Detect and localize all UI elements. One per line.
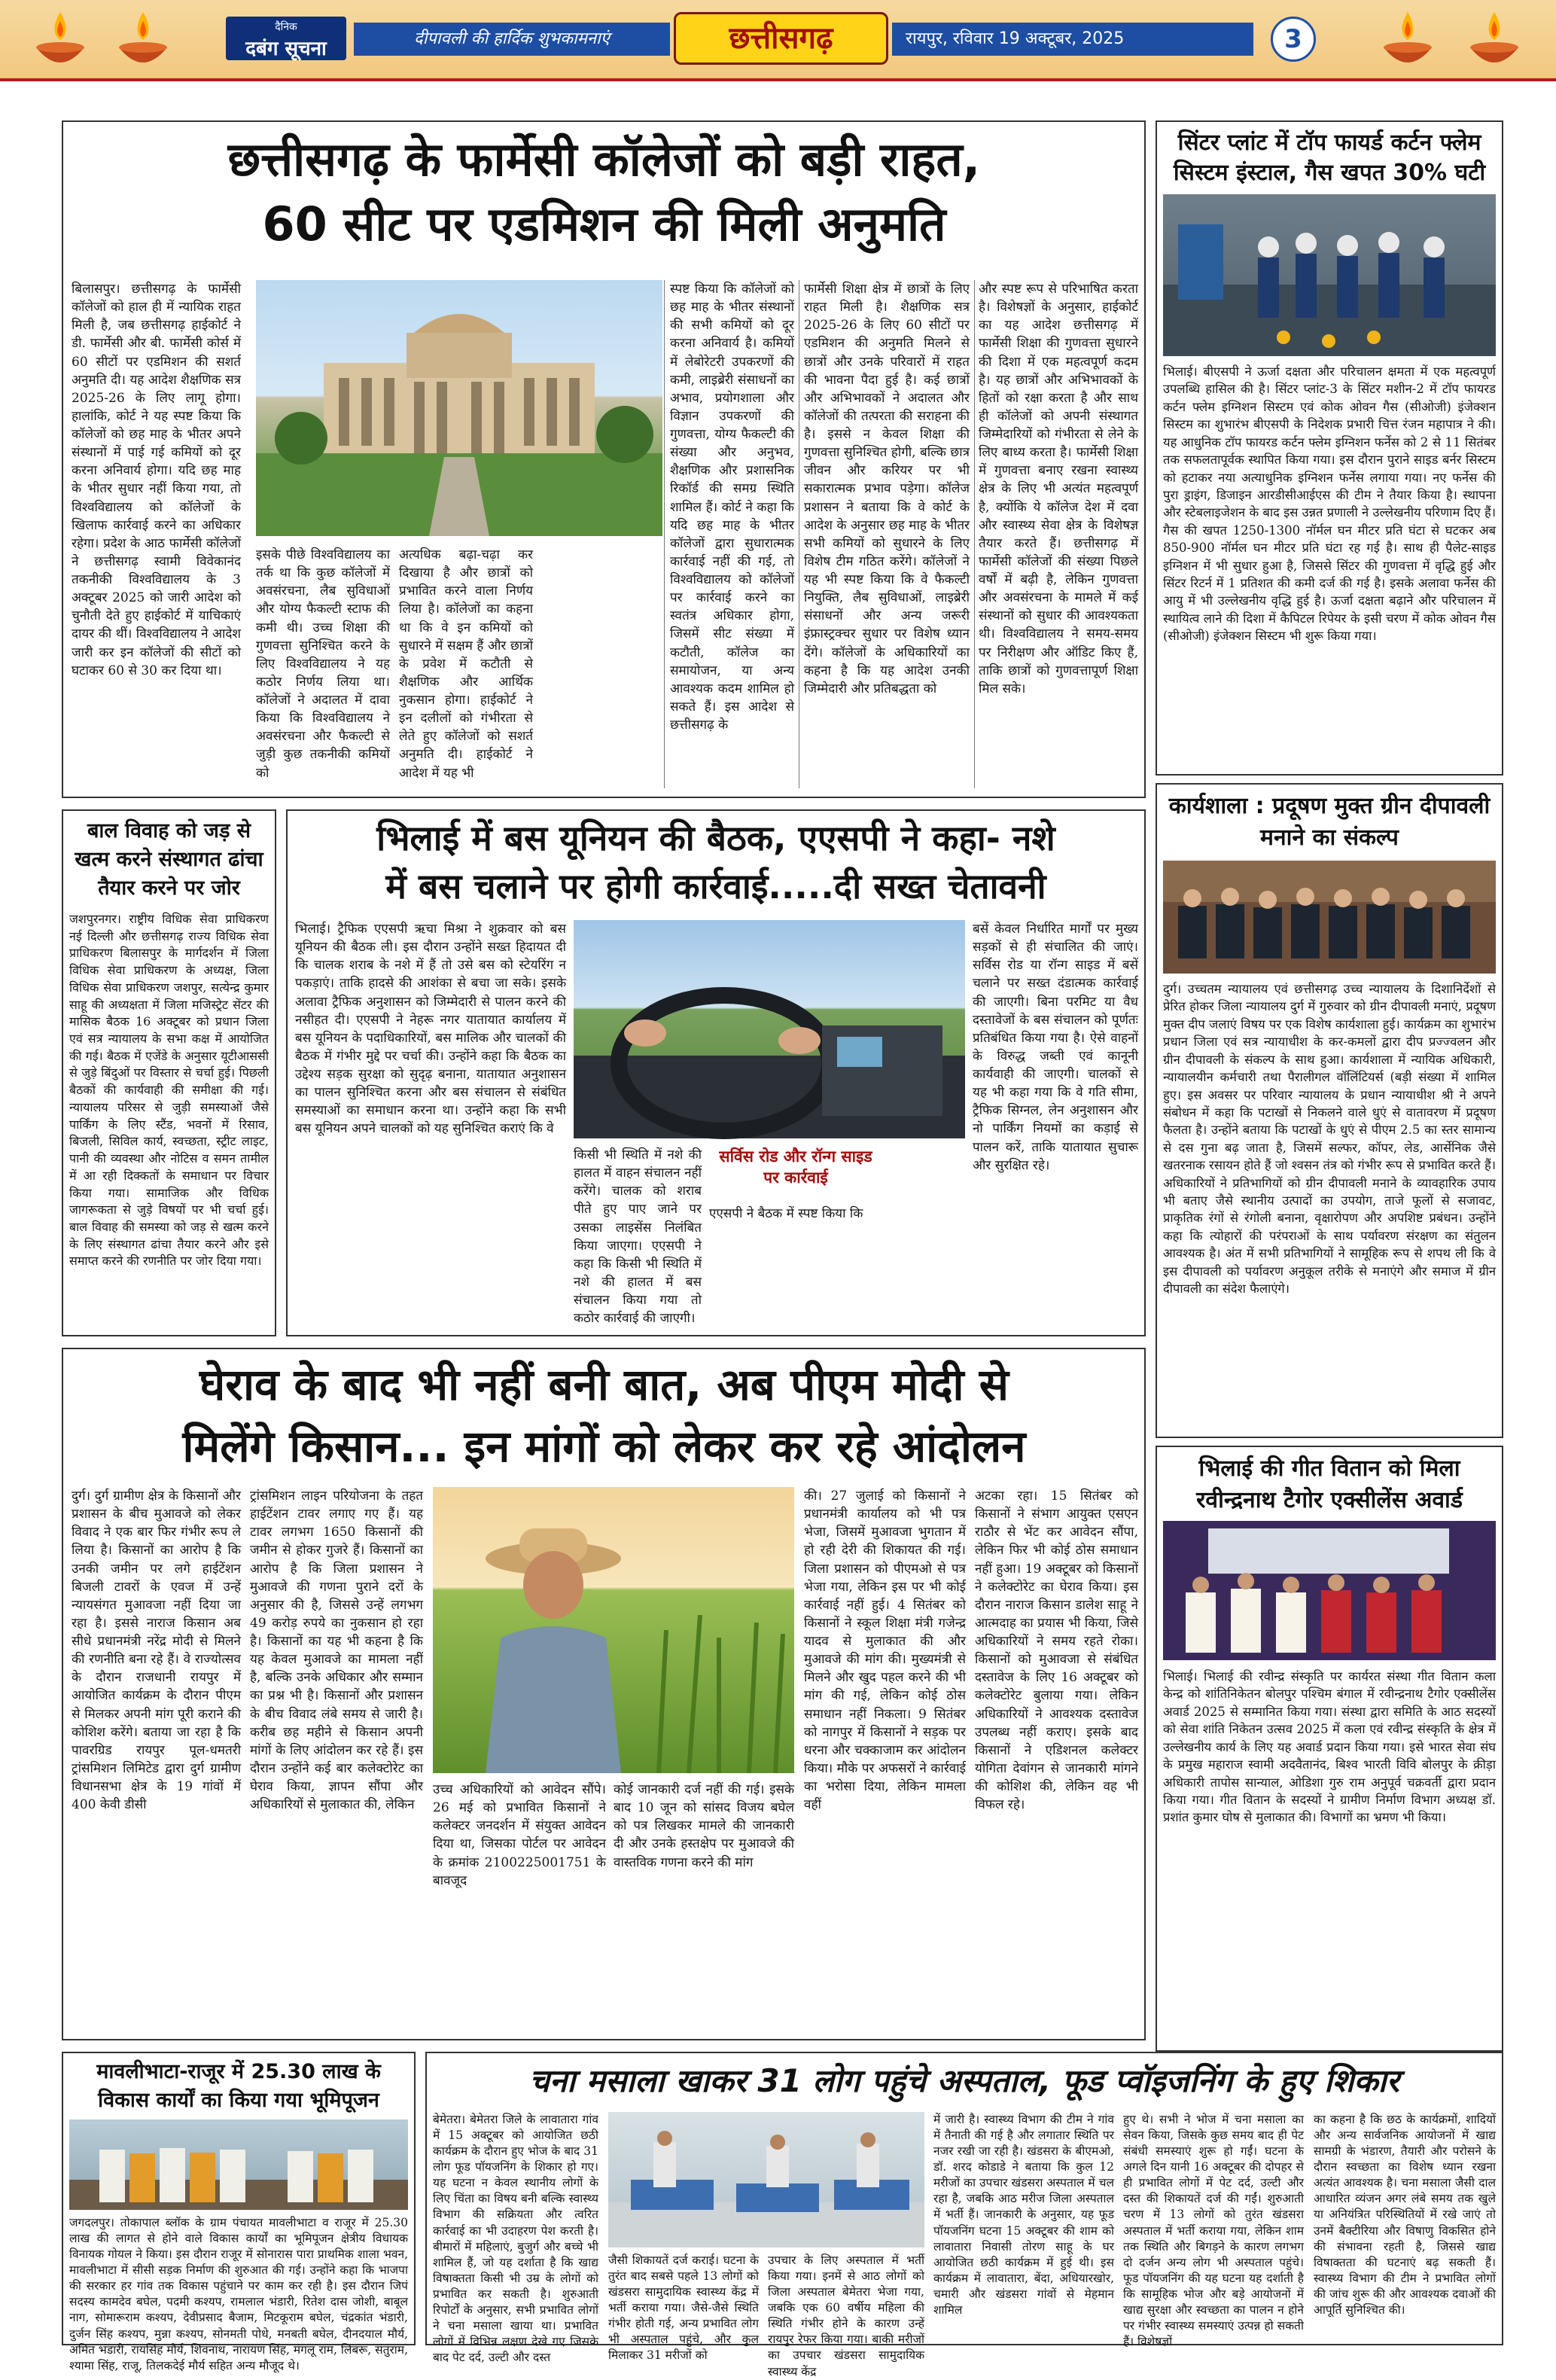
pharmacy-col-2: इसके पीछे विश्वविद्यालय का तर्क था कि कुछ कॉलेजों में अवसंरचना, लैब सुविधाओं और योग्य फैकल्टी स्टाफ की कमी थी। उच्च शिक्षा की गुणवत्ता सुनिश्चित करने के लिए विश्वविद्यालय ने यह कठोर निर्णय लिया था। कॉलेजों ने अदालत में दावा किया कि विश्वविद्यालय ने अवसंरचना और फैकल्टी से जुड़ी कुछ तकनीकी कमियों को xyxy=(256,547,390,781)
section-tag[interactable]: छत्तीसगढ़ xyxy=(674,12,888,65)
farmer-photo xyxy=(433,1487,794,1773)
headline-flame: सिंटर प्लांट में टॉप फायर्ड कर्टन फ्लेम सिस्टम इंस्टाल, गैस खपत 30% घटी xyxy=(1173,130,1486,186)
pharmacy-col-1: बिलासपुर। छत्तीसगढ़ के फार्मेसी कॉलेजों को हाल ही में न्यायिक राहत मिली है, जब छत्तीसगढ़ हाईकोर्ट ने डी. फार्मेसी और बी. फार्मेसी कोर्स में 60 सीटों पर एडमिशन की सशर्त अनुमति दी। यह आदेश शैक्षणिक सत्र 2025-26 के लिए लागू होगा। हालांकि, कोर्ट ने यह स्पष्ट किया कि कॉलेजों को छह माह के भीतर अपने संस्थानों में पाई गई कमियों को दूर करना अनिवार्य होगा। यदि छह माह के भीतर सुधार नहीं किया गया, तो विश्वविद्यालय को कॉलेजों के खिलाफ कार्रवाई करने का अधिकार रहेगा। प्रदेश के आठ फार्मेसी कॉलेजों ने छत्तीसगढ़ स्वामी विवेकानंद तकनीकी विश्वविद्यालय के 3 अक्टूबर 2025 को जारी आदेश को चुनौती देते हुए हाईकोर्ट में याचिकाएं दायर की थीं। विश्वविद्यालय ने आदेश जारी कर इन कॉलेजों की सीटों को घटाकर 60 से 30 कर दिया था। xyxy=(72,282,241,678)
food-col-3: उपचार के लिए अस्पताल में भर्ती किया गया। इनमें से आठ लोगों को जिला अस्पताल बेमेतरा भेजा गया, जबकि एक 60 वर्षीय महिला की स्थिति गंभीर होने के कारण उन्हें रायपुर रेफर किया गया। बाकी मरीजों का उपचार खंडसरा सामुदायिक स्वास्थ्य केंद्र xyxy=(768,2254,924,2378)
greeting-bar: दीपावली की हार्दिक शुभकामनाएं xyxy=(354,23,670,56)
farmers-col-3: उच्च अधिकारियों को आवेदन सौंपे। 26 मई को प्रभावित किसानों ने कलेक्टर जनदर्शन में संयुक्त आवेदन दिया था, जिसका पोर्टल पर आवेदन के क्रमांक 2100225001751 के बावजूद xyxy=(433,1782,606,1888)
headline-bhoomi: मावलीभाटा-राजूर में 25.30 लाख के विकास कार्यों का किया गया भूमिपूजन xyxy=(96,2060,381,2112)
workshop-body: दुर्ग। उच्चतम न्यायालय एवं छत्तीसगढ़ उच्च न्यायालय के दिशानिर्देशों से प्रेरित होकर जिला न्यायालय दुर्ग में गुरुवार को ग्रीन दीपावली मनाएं, प्रदूषण मुक्त दीप जलाएं विषय पर एक विशेष कार्यशाला हुई। कार्यक्रम का शुभारंभ प्रधान जिला एवं सत्र न्यायाधीश के कर-कमलों द्वारा दीप प्रज्ज्वलन और ग्रीन दीपावली के संकल्प के साथ हुआ। कार्यशाला में न्यायिक अधिकारी, न्यायालयीन कर्मचारी तथा पैरालीगल वॉलिंटियर्स (बड़ी संख्या में शामिल हुए। इस अवसर पर परिवार न्यायालय के प्रधान न्यायाधीश श्री ने अपने संबोधन में कहा कि पटाखों से निकलने वाले धुएं से वातावरण में प्रदूषण फैलता है। उन्होंने बताया कि पटाखों के धुएं से पीएम 2.5 का स्तर सामान्य से दस गुना बढ़ जाता है, जिसमें सल्फर, कॉपर, लेड, आर्सेनिक जैसे खतरनाक रसायन होते हैं जो श्वसन तंत्र को गंभीर रूप से प्रभावित करते हैं। अधिकारियों ने प्रतिभागियों को ग्रीन दीपावली मनाने के व्यावहारिक उपाय भी बताए जैसे स्थानीय उत्पादों का उपयोग, ताजे फूलों से सजावट, प्राकृतिक रंगों से रंगोली बनाना, वृक्षारोपण और अपशिष्ट प्रबंधन। उन्होंने कहा कि त्योहारों की परंपराओं के साथ पर्यावरण संरक्षण का संतुलन आवश्यक है। अंत में सभी प्रतिभागियों ने सामूहिक रूप से शपथ ली कि वे इस दीपावली को पर्यावरण अनुकूल तरीके से मनाएंगे और समाज में ग्रीन दीपावली का संदेश फैलाएंगे। xyxy=(1163,982,1496,1297)
farmers-col-1: दुर्ग। दुर्ग ग्रामीण क्षेत्र के किसानों और प्रशासन के बीच मुआवजे को लेकर विवाद ने एक बार फिर गंभीर रूप ले लिया है। किसानों का आरोप है कि उनकी जमीन पर लगे हाईटेंशन बिजली टावरों के एवज में उन्हें न्यायसंगत मुआवजा नहीं दिया जा रहा है। इससे नाराज किसान अब सीधे प्रधानमंत्री नरेंद्र मोदी से मिलने की रणनीति बना रहे हैं। वे राज्योत्सव के दौरान राजधानी रायपुर में आयोजित कार्यक्रम के दौरान पीएम से मिलकर अपनी मांग पूरी कराने की कोशिश करेंगे। बताया जा रहा है कि पावरग्रिड रायपुर पूल-धमतरी ट्रांसमिशन लिमिटेड द्वारा दुर्ग ग्रामीण विधानसभा क्षेत्र के 19 गांवों में 400 केवी डीसी xyxy=(72,1489,241,1813)
bhoomi-photo xyxy=(69,2119,408,2210)
column-rule xyxy=(664,280,665,788)
headline-farmers-2: मिलेंगे किसान... इन मांगों को लेकर कर रहे आंदोलन xyxy=(182,1421,1026,1472)
diya-lamp-icon xyxy=(1464,6,1524,74)
food-col-2: जैसी शिकायतें दर्ज कराई। घटना के तुरंत बाद सबसे पहले 13 लोगों को खंडसरा सामुदायिक स्वास्थ्य केंद्र में भर्ती कराया गया। जैसे-जैसे स्थिति गंभीर होती गई, अन्य प्रभावित लोग भी अस्पताल पहुंचे, और कुल मिलाकर 31 मरीजों को xyxy=(608,2254,759,2363)
page-number: 3 xyxy=(1271,17,1316,62)
bus-driver-photo xyxy=(574,920,965,1138)
headline-bus-1: भिलाई में बस यूनियन की बैठक, एएसपी ने कहा- नशे xyxy=(376,818,1055,858)
bus-col-3: बसें केवल निर्धारित मार्गों पर मुख्य सड़कों से ही संचालित की जाएं। सर्विस रोड या रॉन्ग साइड में बसें चलाने पर सख्त दंडात्मक कार्रवाई की जाएगी। बिना परमिट या वैध दस्तावेजों के बस संचालन को पूर्णतः प्रतिबंधित किया गया है। ऐसे वाहनों के विरुद्ध जब्ती एवं कानूनी कार्यवाही की जाएगी। चालकों से यह भी कहा गया कि वे गति सीमा, ट्रैफिक सिग्नल, लेन अनुशासन और नो पार्किंग नियमों का कड़ाई से पालन करें, ताकि यातायात सुचारू और सुरक्षित रहे। xyxy=(973,922,1138,1173)
plant-photo xyxy=(1163,194,1496,356)
bus-subhead: सर्विस रोड और रॉन्ग साइड पर कार्रवाई xyxy=(719,1147,872,1187)
high-court-photo xyxy=(256,280,662,536)
pharmacy-col-5: फार्मेसी शिक्षा क्षेत्र में छात्रों के लिए राहत मिली है। शैक्षणिक सत्र 2025-26 के लिए 60 सीटों पर एडमिशन की अनुमति मिलने से छात्रों और उनके परिवारों में राहत की भावना पैदा हुई है। कई छात्रों और अभिभावकों ने अदालत और कॉलेजों की तत्परता की सराहना की है। इससे न केवल शिक्षा की गुणवत्ता सुनिश्चित होगी, बल्कि छात्र जीवन और करियर पर भी सकारात्मक प्रभाव पड़ेगा। कॉलेज प्रशासन ने बताया कि वे कोर्ट के आदेश के अनुसार छह माह के भीतर सभी कमियों को सुधारने के लिए विशेष टीम गठित करेंगे। कॉलेजों ने यह भी स्पष्ट किया कि वे फैकल्टी नियुक्ति, लैब सुविधाओं, लाइब्रेरी संसाधनों और अन्य जरूरी इंफ्रास्ट्रक्चर सुधार पर विशेष ध्यान देंगे। कॉलेजों के अधिकारियों का कहना है कि यह आदेश उनकी जिम्मेदारी और प्रतिबद्धता को xyxy=(804,282,970,696)
farmers-col-5: की। 27 जुलाई को किसानों ने प्रधानमंत्री कार्यालय को भी पत्र भेजा, जिसमें मुआवजा भुगतान में हो रही देरी की शिकायत की गई। जिला प्रशासन को पीएमओ से पत्र भेजा गया, लेकिन इस पर भी कोई कार्रवाई नहीं हुई। 4 सितंबर को किसानों ने स्कूल शिक्षा मंत्री गजेन्द्र यादव से मुलाकात की और मुआवजे की मांग की। मुख्यमंत्री से मिलने और खुद पहल करने की भी मांग की गई, लेकिन कोई ठोस समाधान नहीं निकला। 9 सितंबर को नागपुर में किसानों ने सड़क पर धरना और चक्काजाम कर आंदोलन किया। मौके पर अफसरों ने कार्रवाई का भरोसा दिया, लेकिन मामला वहीं xyxy=(804,1489,966,1813)
headline-farmers-1: घेराव के बाद भी नहीं बनी बात, अब पीएम मोदी से xyxy=(199,1359,1009,1410)
pharmacy-col-4: स्पष्ट किया कि कॉलेजों को छह माह के भीतर संस्थानों की सभी कमियों को दूर करना अनिवार्य है। कमियों में लेबोरेटरी उपकरणों की कमी, लाइब्रेरी संसाधनों का अभाव, प्रयोगशाला और विज्ञान उपकरणों की गुणवत्ता, योग्य फैकल्टी की संख्या और अनुभव, शैक्षणिक और प्रशासनिक रिकॉर्ड की समग्र स्थिति शामिल हैं। कोर्ट ने कहा कि यदि छह माह के भीतर कॉलेजों द्वारा सुधारात्मक कार्रवाई नहीं की गई, तो विश्वविद्यालय को कॉलेजों पर कार्रवाई करने का स्वतंत्र अधिकार होगा, जिसमें सीट संख्या में कटौती, कॉलेज का समायोजन, या अन्य आवश्यक कदम शामिल हो सकते हैं। इस आदेश से छत्तीसगढ़ के xyxy=(670,282,794,733)
headline-workshop: कार्यशाला : प्रदूषण मुक्त ग्रीन दीपावली मनाने का संकल्प xyxy=(1168,793,1491,851)
diya-lamp-icon xyxy=(30,6,90,74)
diya-lamp-icon xyxy=(1378,6,1438,74)
dateline: रायपुर, रविवार 19 अक्टूबर, 2025 xyxy=(892,23,1253,56)
farmers-col-6: अटका रहा। 15 सितंबर को किसानों ने संभाग आयुक्त एसएन राठौर से भेंट कर आवेदन सौंपा, लेकिन फिर भी कोई ठोस समाधान नहीं हुआ। 19 अक्टूबर को किसानों ने कलेक्टोरेट का घेराव किया। इस दौरान नाराज किसान डालेश साहू ने आत्मदाह का प्रयास भी किया, जिसे अधिकारियों ने समय रहते रोका। किसानों को मुआवजा से संबंधित दस्तावेज के लिए 16 अक्टूबर को कलेक्टोरेट बुलाया गया। लेकिन अधिकारियों ने आवश्यक दस्तावेज उपलब्ध नहीं कराए। इसके बाद किसानों ने एडिशनल कलेक्टर योगिता देवांगन से जानकारी मांगने की कोशिश की, लेकिन वह भी विफल रहे। xyxy=(975,1489,1138,1813)
headline-award: भिलाई की गीत वितान को मिला रवीन्द्रनाथ टैगोर एक्सीलेंस अवार्ड xyxy=(1196,1455,1463,1513)
food-col-5: हुए थे। सभी ने भोज में चना मसाला का सेवन किया, जिसके कुछ समय बाद ही पेट संबंधी समस्याएं शुरू हो गईं। घटना के अगले दिन यानी 16 अक्टूबर की दोपहर से ही प्रभावित लोगों में पेट दर्द, उल्टी और दस्त की शिकायतें दर्ज की गईं। शुरुआती चरण में 13 लोगों को तुरंत खंडसरा अस्पताल में भर्ती कराया गया, लेकिन शाम तक स्थिति और बिगड़ने के कारण लगभग दो दर्जन अन्य लोग भी अस्पताल पहुंचे। फूड पॉयजनिंग की यह घटना यह दर्शाती है कि सामूहिक भोज और बड़े आयोजनों में खाद्य सुरक्षा और स्वच्छता का पालन न होने पर गंभीर स्वास्थ्य समस्याएं उत्पन्न हो सकती हैं। विशेषज्ञों xyxy=(1123,2113,1304,2349)
bus-after-caption: एएसपी ने बैठक में स्पष्ट किया कि xyxy=(709,1206,863,1221)
award-photo xyxy=(1163,1521,1496,1660)
diya-lamp-icon xyxy=(113,6,173,74)
award-body: भिलाई। भिलाई की रवीन्द्र संस्कृति पर कार्यरत संस्था गीत वितान कला केन्द्र को शांतिनिकेतन बोलपुर पश्चिम बंगाल में रवीन्द्रनाथ टैगोर एक्सीलेंस अवार्ड 2025 से सम्मानित किया गया। संस्था द्वारा समिति के आठ सदस्यों को सेवा शांति निकेतन उत्सव 2025 में कला एवं रवीन्द्र संस्कृति के क्षेत्र में उल्लेखनीय कार्य के लिए यह अवार्ड प्रदान किया गया। इसे भारत सेवा संघ के प्रमुख महाराज स्वामी अदवैतानंद, बिश्व भारती विवि बोलपुर के क्रीड़ा अधिकारी तापोस सान्याल, ओडिशा गुरु राम अनुपूर्व चक्रवर्ती द्वारा प्रदान किया गया। गीत वितान के सदस्यों ने ग्रामीण निर्माण विभाग अध्यक्ष डॉ. प्रशांत कुमार घोष से मुलाकात की। विभागों का भ्रमण भी किया। xyxy=(1163,1669,1496,1825)
brand-small: दैनिक xyxy=(275,21,297,33)
masthead xyxy=(0,0,1556,81)
child-marriage-body: जशपुरनगर। राष्ट्रीय विधिक सेवा प्राधिकरण नई दिल्ली और छत्तीसगढ़ राज्य विधिक सेवा प्राधिकरण बिलासपुर के मार्गदर्शन में जिला विधिक सेवा प्राधिकरण के अध्यक्ष, जिला विधिक सेवा प्राधिकरण जशपुर, सत्येन्द्र कुमार साहू की अध्यक्षता में जिला मजिस्ट्रेट सेंटर की मासिक बैठक 16 अक्टूबर को प्रधान जिला एवं सत्र न्यायालय के सभा कक्ष में आयोजित की गई। बैठक में एजेंडे के अनुसार यूटीआससी से जुड़े बिंदुओं पर विस्तार से चर्चा हुई। पिछली बैठकों की कार्यवाही की समीक्षा की गई। न्यायालय परिसर से जुड़ी समस्याओं जैसे पार्किंग के लिए स्टैंड, भवनों में रिसाव, बिजली, सिविल कार्य, स्वच्छता, स्ट्रीट लाइट, पानी की व्यवस्था और नोटिस व समन तामील में आ रही दिक्कतों के समाधान पर विचार किया गया। सामाजिक और विधिक जागरूकता से जुड़े विषयों पर भी चर्चा हुई। बाल विवाह की समस्या को जड़ से खत्म करने के लिए संस्थागत ढांचा तैयार करने और इसे समाप्त करने की रणनीति पर जोर दिया गया। xyxy=(69,912,269,1269)
headline-bus-2: में बस चलाने पर होगी कार्रवाई.....दी सख्त चेतावनी xyxy=(385,866,1046,907)
bus-col-1: भिलाई। ट्रैफिक एएसपी ऋचा मिश्रा ने शुक्रवार को बस यूनियन की बैठक ली। इस दौरान उन्होंने सख्त हिदायत दी कि चालक शराब के नशे में हैं तो उसे बस को स्टेयरिंग न पकड़ाएं। ताकि हादसे की आशंका से बचा जा सके। इसके अलावा ट्रैफिक अनुशासन को जिम्मेदारी से पालन करने की नसीहत दी। एएसपी ने नेहरू नगर यातायात कार्यालय में बस यूनियन के पदाधिकारियों, बस मालिक और चालकों की बैठक में गंभीर मुद्दे पर चर्चा की। उन्होंने कहा कि बैठक का उद्देश्य सड़क सुरक्षा को सुदृढ़ बनाना, यातायात अनुशासन का पालन सुनिश्चित करना और बस संचालन से संबंधित समस्याओं का समाधान करना था। उन्होंने कहा कि सभी बस यूनियन अपने चालकों को यह सुनिश्चित कराएं कि वे xyxy=(295,922,566,1137)
headline-food: चना मसाला खाकर 31 लोग पहुंचे अस्पताल, फूड प्वॉइजनिंग के हुए शिकार xyxy=(529,2062,1399,2099)
food-col-1: बेमेतरा। बेमेतरा जिले के लावातारा गांव में 15 अक्टूबर को आयोजित छठी कार्यक्रम के दौरान हुए भोज के बाद 31 लोग फूड पॉयजनिंग के शिकार हो गए। यह घटना न केवल स्थानीय लोगों के लिए चिंता का विषय बनी बल्कि स्वास्थ्य विभाग की सक्रियता और त्वरित कार्रवाई का भी उदाहरण पेश करती है। बीमारों में महिलाएं, बुजुर्ग और बच्चे भी शामिल हैं, जो यह दर्शाता है कि खाद्य विषाक्तता किसी भी उम्र के लोगों को प्रभावित कर सकती है। शुरुआती रिपोर्टों के अनुसार, सभी प्रभावित लोगों ने चना मसाला खाया था। प्रभावित लोगों में विभिन्न लक्षण देखे गए जिसके बाद पेट दर्द, उल्टी और दस्त xyxy=(433,2113,598,2365)
headline-child-marriage: बाल विवाह को जड़ से खत्म करने संस्थागत ढांचा तैयार करने पर जोर xyxy=(75,819,263,900)
food-col-4: में जारी है। स्वास्थ्य विभाग की टीम ने गांव में तैनाती की गई है और लगातार स्थिति पर नजर रखी जा रही है। खंडसरा के बीएमओ, डॉ. शरद कोडाडे ने बताया कि कुल 12 मरीजों का उपचार खंडसरा अस्पताल में चल रहा है, जबकि आठ मरीज जिला अस्पताल में भर्ती हैं। जानकारी के अनुसार, यह फूड पॉयजनिंग घटना 15 अक्टूबर की शाम को लावातारा निवासी तोरण साहू के घर आयोजित छठी कार्यक्रम में हुई थी। इस कार्यक्रम में लावातारा, बेंदा, अधियारखोर, चमारी और खंडसरा गांवों से मेहमान शामिल xyxy=(933,2113,1114,2317)
headline-pharmacy-2: 60 सीट पर एडमिशन की मिली अनुमति xyxy=(262,197,946,251)
hospital-photo xyxy=(608,2112,924,2247)
flame-body: भिलाई। बीएसपी ने ऊर्जा दक्षता और परिचालन क्षमता में एक महत्वपूर्ण उपलब्धि हासिल की है। सिंटर प्लांट-3 के सिंटर मशीन-2 में टॉप फायरड कर्टन फ्लेम इग्निशन सिस्टम एवं कोक ओवन गैस (सीओजी) इंजेक्शन सिस्टम का शुभारंभ बीएसपी के निदेशक प्रभारी चित्त रंजन महापात्र ने की। यह आधुनिक टॉप फायरड कर्टन फ्लेम इग्निशन फर्नेस को 2 से 11 सितंबर तक सफलतापूर्वक स्थापित किया गया। इस दौरान पुराने साइड बर्नर सिस्टम को हटाकर नया अत्याधुनिक इग्निशन फर्नेस लगाया गया। नए फर्नेस की पुरा ड्राइंग, डिजाइन आरडीसीआईएस की टीम ने तैयार किया है। स्थापना और स्टेबलाइजेशन के बाद इस उन्नत प्रणाली ने उल्लेखनीय परिणाम दिए हैं। गैस की खपत 1250-1300 नॉर्मल घन मीटर प्रति घंटा से घटकर अब 850-900 नॉर्मल घन मीटर प्रति घंटा रह गई है। साथ ही पैलेट-साइड इग्निशन में भी सुधार हुआ है, जिससे सिंटर की गुणवत्ता में वृद्धि हुई और सिंटर रिटर्न में 1 प्रतिशत की कमी दर्ज की गई है। इसके अलावा फर्नेस की आयु में भी उल्लेखनीय वृद्धि हुई है। ऊर्जा दक्षता बढ़ाने और परिचालन में स्थायित्व लाने की दिशा में कैपिटल रिपेयर के इसी चरण में कोक ओवन गैस (सीओजी) इंजेक्शन सिस्टम भी शुरू किया गया। xyxy=(1163,364,1496,644)
workshop-photo xyxy=(1163,861,1496,974)
bus-col-2: किसी भी स्थिति में नशे की हालत में वाहन संचालन नहीं करेंगे। चालक को शराब पीते हुए पाए जाने पर उसका लाइसेंस निलंबित किया जाएगा। एएसपी ने कहा कि किसी भी स्थिति में नशे की हालत में बस संचालन किया गया तो कठोर कार्रवाई की जाएगी। xyxy=(574,1147,702,1327)
farmers-col-2: ट्रांसमिशन लाइन परियोजना के तहत हाईटेंशन टावर लगाए गए हैं। यह टावर लगभग 1650 किसानों की जमीन से होकर गुजरे हैं। किसानों का आरोप है कि जिला प्रशासन ने मुआवजे की गणना पुराने दरों के अनुसार की है, जिससे उन्हें लगभग 49 करोड़ रुपये का नुकसान हो रहा है। किसानों का यह भी कहना है कि यह केवल मुआवजे का मामला नहीं है, बल्कि उनके अधिकार और सम्मान का प्रश्न भी है। किसानों और प्रशासन के बीच विवाद लंबे समय से जारी है। करीब छह महीने से किसान अपनी मांगों के लिए आंदोलन कर रहे हैं। इस दौरान उन्होंने कई बार कलेक्टोरेट का घेराव किया, ज्ञापन सौंपा और अधिकारियों से मुलाकात की, लेकिन xyxy=(250,1489,423,1813)
pharmacy-col-6: और स्पष्ट रूप से परिभाषित करता है। विशेषज्ञों के अनुसार, हाईकोर्ट का यह आदेश छत्तीसगढ़ में फार्मेसी शिक्षा की गुणवत्ता सुधारने की दिशा में एक महत्वपूर्ण कदम है। यह छात्रों और अभिभावकों के हितों को रक्षा करता है और साथ ही कॉलेजों को अपनी संस्थागत जिम्मेदारियों को गंभीरता से लेने के लिए बाध्य करता है। फार्मेसी शिक्षा में गुणवत्ता बनाए रखना स्वास्थ्य क्षेत्र के लिए भी अत्यंत महत्वपूर्ण है, क्योंकि ये कॉलेज देश में दवा और स्वास्थ्य सेवा क्षेत्र के विशेषज्ञ तैयार करते हैं। छत्तीसगढ़ में फार्मेसी कॉलेजों की संख्या पिछले वर्षों में बढ़ी है, लेकिन गुणवत्ता और अवसंरचना के मामले में कई संस्थानों को सुधार की आवश्यकता थी। विश्वविद्यालय ने समय-समय पर निरीक्षण और ऑडिट किए हैं, ताकि छात्रों को गुणवत्तापूर्ण शिक्षा मिल सके। xyxy=(979,282,1138,696)
bhoomi-body: जगदलपुर। तोकापाल ब्लॉक के ग्राम पंचायत मावलीभाटा व राजूर में 25.30 लाख की लागत से होने वाले विकास कार्यों का भूमिपूजन क्षेत्रीय विधायक विनायक गोयल ने किया। इस दौरान राजूर में सोनारास पारा प्राथमिक शाला भवन, मावलीभाटा में सीसी सड़क निर्माण की शुरुआत की गई। उन्होंने कहा कि भाजपा की सरकार हर गांव तक विकास पहुंचाने पर काम कर रही है। इस दौरान जिपं सदस्य कामदेव बघेल, पदमी कश्यप, रामलाल भंडारी, रितेश दास जोशी, बाबूल नाग, सोमारूराम कश्यप, देवीप्रसाद बैजाम, मिटकूराम बघेल, चंद्रकांत भंडारी, दुर्जन सिंह कश्यप, मुन्ना कश्यप, सोनमती पोधे, मनबती बघेल, दीनदयाल मौर्य, अमित भंडारी, रायसिंह मौर्य, शिवनाथ, नारायण सिंह, मंगलू राम, लिबरू, संतुराम, श्यामा सिंह, राजू, तिलकदेई मौर्य सहित अन्य मौजूद थे। xyxy=(69,2216,408,2372)
headline-pharmacy-1: छत्तीसगढ़ के फार्मेसी कॉलेजों को बड़ी राहत, xyxy=(227,132,981,187)
pharmacy-col-3: अत्यधिक बढ़ा-चढ़ा कर दिखाया है और छात्रों को प्रभावित करने वाला निर्णय लिया है। कॉलेजों का कहना था कि वे इन कमियों को सुधारने में सक्षम हैं और छात्रों के प्रवेश में कटौती से शैक्षणिक और आर्थिक नुकसान होगा। हाईकोर्ट ने इन दलीलों को गंभीरता से लेते हुए कॉलेजों को सशर्त अनुमति दी। हाईकोर्ट ने आदेश में यह भी xyxy=(399,547,533,781)
column-rule xyxy=(974,280,975,788)
brand-logo[interactable] xyxy=(226,17,346,60)
food-col-6: का कहना है कि छठ के कार्यक्रमों, शादियों और अन्य सार्वजनिक आयोजनों में खाद्य सामग्री के भंडारण, तैयारी और परोसने के दौरान स्वच्छता का विशेष ध्यान रखना अत्यंत आवश्यक है। चना मसाला जैसी दाल आधारित व्यंजन अगर लंबे समय तक खुले या अनियंत्रित परिस्थितियों में रखे जाएं तो उनमें बैक्टीरिया और विषाणु विकसित होने की संभावना रहती है, जिससे खाद्य विषाक्तता की घटनाएं बढ़ सकती हैं। स्वास्थ्य विभाग की टीम ने प्रभावित लोगों की जांच शुरू की और आवश्यक दवाओं की आपूर्ति सुनिश्चित की। xyxy=(1314,2113,1496,2317)
farmers-col-4: कोई जानकारी दर्ज नहीं की गई। इसके बाद 10 जून को सांसद विजय बघेल को पत्र लिखकर मामले की जानकारी दी और उनके हस्तक्षेप पर मुआवजे की वास्तविक गणना करने की मांग xyxy=(614,1782,794,1870)
brand-name: दबंग सूचना xyxy=(245,38,327,60)
